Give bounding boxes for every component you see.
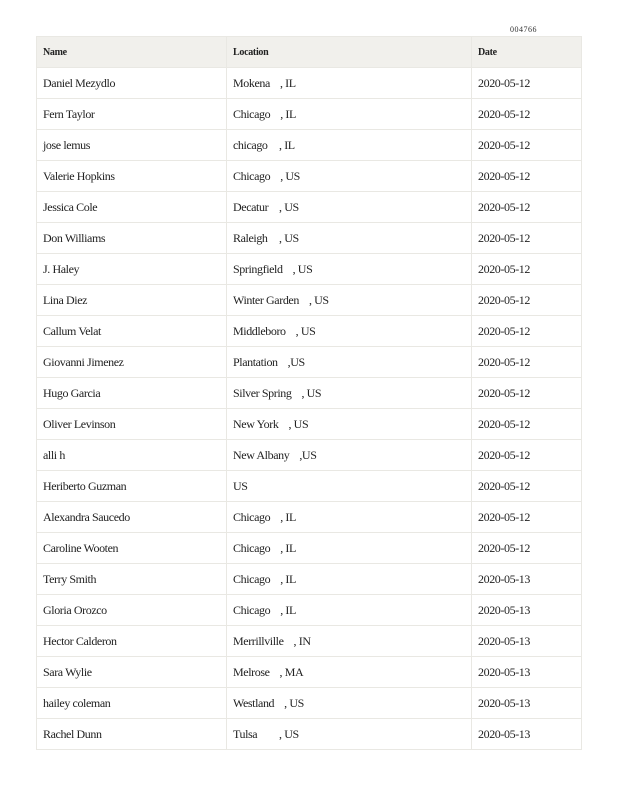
location-city: Chicago bbox=[233, 106, 271, 121]
location-region: , IN bbox=[293, 633, 311, 648]
cell-date: 2020-05-13 bbox=[472, 657, 582, 688]
location-region: , US bbox=[279, 230, 299, 245]
cell-location bbox=[227, 161, 472, 192]
location-city: New Albany bbox=[233, 447, 290, 462]
cell-date: 2020-05-12 bbox=[472, 223, 582, 254]
location-region: , IL bbox=[280, 571, 296, 586]
location-city: Decatur bbox=[233, 199, 269, 214]
cell-date: 2020-05-12 bbox=[472, 161, 582, 192]
table-row bbox=[37, 502, 582, 533]
table-row bbox=[37, 626, 582, 657]
table-row bbox=[37, 285, 582, 316]
column-header-name: Name bbox=[37, 37, 227, 68]
cell-name: Fern Taylor bbox=[37, 99, 227, 130]
cell-date: 2020-05-12 bbox=[472, 533, 582, 564]
cell-date: 2020-05-13 bbox=[472, 564, 582, 595]
cell-date: 2020-05-12 bbox=[472, 192, 582, 223]
cell-name: Alexandra Saucedo bbox=[37, 502, 227, 533]
table-row bbox=[37, 533, 582, 564]
location-city: Chicago bbox=[233, 571, 271, 586]
cell-location bbox=[227, 595, 472, 626]
cell-location bbox=[227, 192, 472, 223]
location-region: ,US bbox=[287, 354, 305, 369]
table-row bbox=[37, 254, 582, 285]
cell-date: 2020-05-12 bbox=[472, 409, 582, 440]
cell-date: 2020-05-12 bbox=[472, 254, 582, 285]
location-city: Merrillville bbox=[233, 633, 284, 648]
cell-date: 2020-05-13 bbox=[472, 626, 582, 657]
table-row bbox=[37, 719, 582, 750]
location-region: , US bbox=[301, 385, 322, 400]
page-number: 004766 bbox=[510, 25, 537, 34]
table-row bbox=[37, 688, 582, 719]
cell-location bbox=[227, 533, 472, 564]
table-row bbox=[37, 68, 582, 99]
cell-date: 2020-05-12 bbox=[472, 316, 582, 347]
location-city: Chicago bbox=[233, 168, 271, 183]
location-region: , US bbox=[279, 199, 299, 214]
cell-name: Giovanni Jimenez bbox=[37, 347, 227, 378]
table-row bbox=[37, 440, 582, 471]
cell-name: Sara Wylie bbox=[37, 657, 227, 688]
location-region: , IL bbox=[279, 75, 296, 90]
location-region: , US bbox=[292, 261, 313, 276]
location-region: , US bbox=[295, 323, 316, 338]
location-city: Plantation bbox=[233, 354, 278, 369]
cell-date: 2020-05-12 bbox=[472, 347, 582, 378]
location-region: , US bbox=[308, 292, 329, 307]
location-city: Mokena bbox=[233, 75, 270, 90]
cell-location bbox=[227, 99, 472, 130]
table-row bbox=[37, 223, 582, 254]
location-region: , US bbox=[280, 168, 300, 183]
cell-location bbox=[227, 657, 472, 688]
cell-location bbox=[227, 440, 472, 471]
table-row bbox=[37, 161, 582, 192]
table-row bbox=[37, 347, 582, 378]
cell-name: Callum Velat bbox=[37, 316, 227, 347]
location-city: Chicago bbox=[233, 540, 271, 555]
table-row bbox=[37, 595, 582, 626]
cell-name: Gloria Orozco bbox=[37, 595, 227, 626]
table-header-row bbox=[37, 37, 582, 68]
cell-name: Don Williams bbox=[37, 223, 227, 254]
cell-date: 2020-05-12 bbox=[472, 440, 582, 471]
location-region: , IL bbox=[280, 540, 296, 555]
location-city: Raleigh bbox=[233, 230, 268, 245]
cell-name: Jessica Cole bbox=[37, 192, 227, 223]
cell-name: Oliver Levinson bbox=[37, 409, 227, 440]
cell-date: 2020-05-12 bbox=[472, 99, 582, 130]
cell-location bbox=[227, 719, 472, 750]
location-region: , IL bbox=[280, 106, 296, 121]
location-city: Melrose bbox=[233, 664, 270, 679]
cell-location bbox=[227, 502, 472, 533]
signatures-table bbox=[36, 36, 582, 750]
cell-location bbox=[227, 254, 472, 285]
cell-location bbox=[227, 688, 472, 719]
cell-location bbox=[227, 223, 472, 254]
cell-location bbox=[227, 378, 472, 409]
location-city: Winter Garden bbox=[233, 292, 299, 307]
cell-location bbox=[227, 316, 472, 347]
cell-date: 2020-05-13 bbox=[472, 719, 582, 750]
cell-location bbox=[227, 285, 472, 316]
cell-name: Caroline Wooten bbox=[37, 533, 227, 564]
cell-name: Lina Diez bbox=[37, 285, 227, 316]
table-row bbox=[37, 130, 582, 161]
table-row bbox=[37, 409, 582, 440]
cell-location bbox=[227, 409, 472, 440]
cell-date: 2020-05-13 bbox=[472, 595, 582, 626]
location-region: ,US bbox=[299, 447, 317, 462]
location-region: , IL bbox=[280, 602, 296, 617]
table-row bbox=[37, 471, 582, 502]
cell-location bbox=[227, 564, 472, 595]
table-row bbox=[37, 192, 582, 223]
cell-name: Rachel Dunn bbox=[37, 719, 227, 750]
table-body bbox=[37, 68, 582, 750]
cell-name: Hector Calderon bbox=[37, 626, 227, 657]
cell-date: 2020-05-12 bbox=[472, 378, 582, 409]
table-row bbox=[37, 316, 582, 347]
location-city: Chicago bbox=[233, 509, 271, 524]
cell-date: 2020-05-12 bbox=[472, 130, 582, 161]
cell-location bbox=[227, 347, 472, 378]
table-row bbox=[37, 564, 582, 595]
cell-name: Daniel Mezydlo bbox=[37, 68, 227, 99]
cell-date: 2020-05-13 bbox=[472, 688, 582, 719]
location-city: Silver Spring bbox=[233, 385, 292, 400]
cell-name: jose lemus bbox=[37, 130, 227, 161]
cell-date: 2020-05-12 bbox=[472, 471, 582, 502]
location-city: Chicago bbox=[233, 602, 271, 617]
cell-name: J. Haley bbox=[37, 254, 227, 285]
location-city: Westland bbox=[233, 695, 275, 710]
location-region: , IL bbox=[279, 137, 295, 152]
location-city: Tulsa bbox=[233, 726, 258, 741]
cell-location bbox=[227, 626, 472, 657]
table-row bbox=[37, 99, 582, 130]
column-header-location: Location bbox=[227, 37, 472, 68]
cell-location bbox=[227, 130, 472, 161]
location-region: , US bbox=[284, 695, 304, 710]
cell-date: 2020-05-12 bbox=[472, 68, 582, 99]
location-region: , MA bbox=[279, 664, 304, 679]
cell-location bbox=[227, 471, 472, 502]
cell-name: alli h bbox=[37, 440, 227, 471]
location-city: US bbox=[233, 478, 248, 493]
cell-name: Heriberto Guzman bbox=[37, 471, 227, 502]
cell-date: 2020-05-12 bbox=[472, 502, 582, 533]
location-region: , IL bbox=[280, 509, 296, 524]
location-city: chicago bbox=[233, 137, 268, 152]
location-city: Middleboro bbox=[233, 323, 286, 338]
cell-name: hailey coleman bbox=[37, 688, 227, 719]
location-region: , US bbox=[279, 726, 299, 741]
table-row bbox=[37, 378, 582, 409]
cell-location bbox=[227, 68, 472, 99]
location-region: , US bbox=[288, 416, 309, 431]
cell-name: Hugo Garcia bbox=[37, 378, 227, 409]
column-header-date: Date bbox=[472, 37, 582, 68]
location-city: New York bbox=[233, 416, 279, 431]
table-row bbox=[37, 657, 582, 688]
cell-name: Terry Smith bbox=[37, 564, 227, 595]
cell-name: Valerie Hopkins bbox=[37, 161, 227, 192]
location-city: Springfield bbox=[233, 261, 283, 276]
cell-date: 2020-05-12 bbox=[472, 285, 582, 316]
